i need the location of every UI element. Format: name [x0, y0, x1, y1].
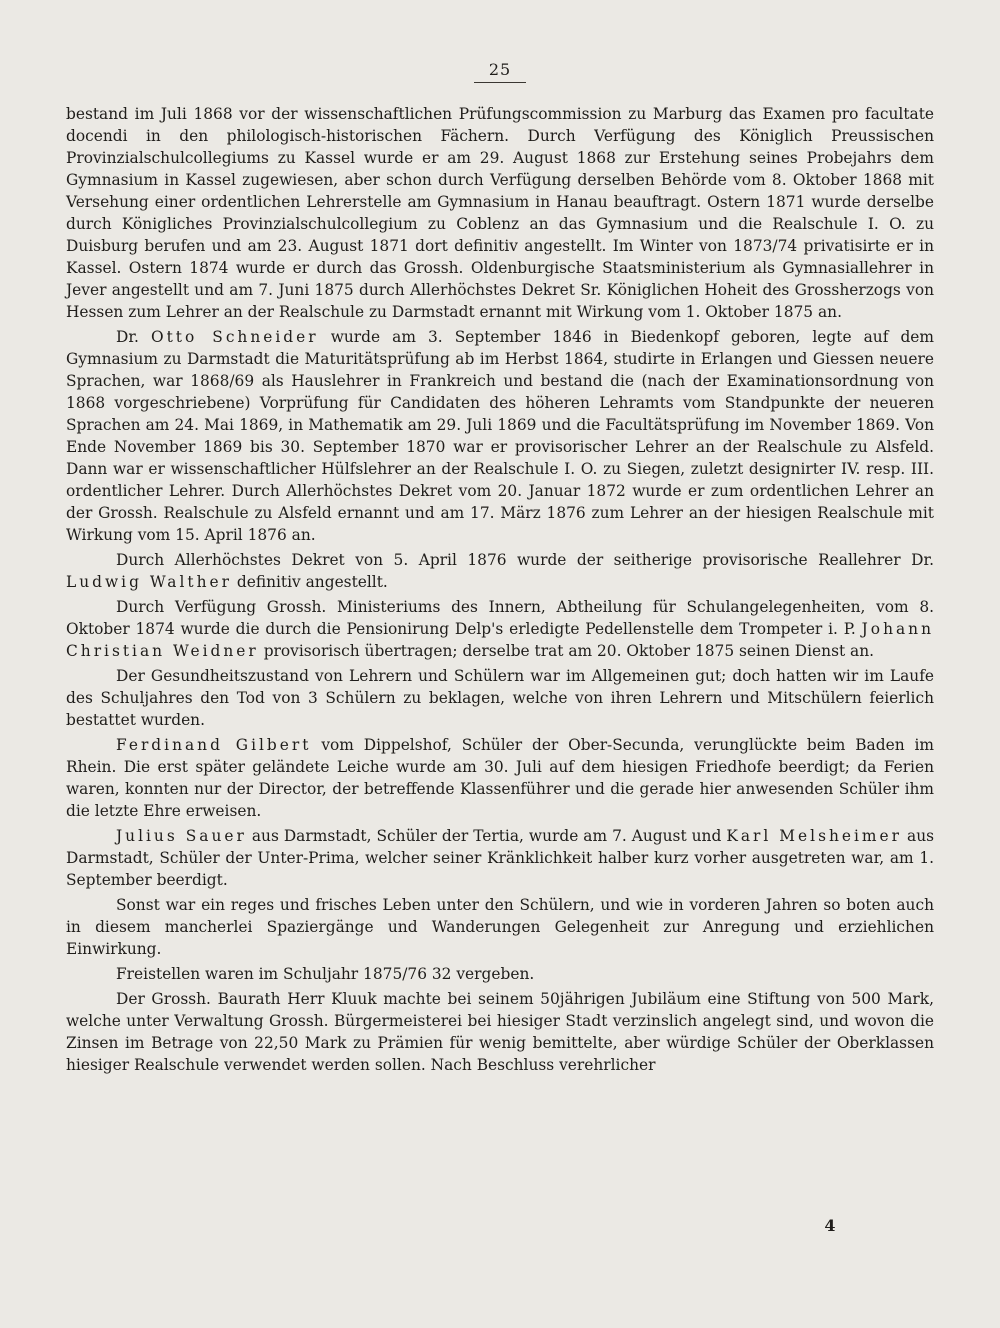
paragraph-text: Durch Allerhöchstes Dekret von 5. April 1876 wurde der seitherige provisorische Reallehrer Dr. — [116, 551, 934, 569]
paragraph-text: aus Darmstadt, Schüler der Tertia, wurde am 7. August und — [251, 827, 722, 845]
person-name: Otto Schneider — [150, 328, 319, 346]
paragraph-text: aus Darmstadt, Schüler der Unter-Prima, welcher seiner Kränklichkeit halber kurz vorher ausgetreten war, am 1. September beerdigt. — [66, 827, 935, 889]
body-text — [66, 103, 934, 1079]
paragraph-text: Freistellen waren im Schuljahr 1875/76 32 vergeben. — [116, 965, 535, 983]
paragraph-text: bestand im Juli 1868 vor der wissenschaftlichen Prüfungscommission zu Marburg das Examen pro facultate docendi in den philologisch-historischen Fächern. Durch Verfügung des Königlich Preussischen Provinzialschulcollegiums zu Kassel wurde er am 29. August 1868 zur Erstehung seines Probejahrs dem Gymnasium in Kassel zugewiesen, aber schon durch Verfügung derselben Behörde vom 8. Oktober 1868 mit Versehung einer ordentlichen Lehrerstelle am Gymnasium in Hanau beauftragt. Ostern 1871 wurde derselbe durch Königliches Provinzialschulcollegium zu Coblenz an das Gymnasium und die Realschule I. O. zu Duisburg berufen und am 23. August 1871 dort definitiv angestellt. Im Winter von 1873/74 privatisirte er in Kassel. Ostern 1874 wurde er durch das Grossh. Oldenburgische Staatsministerium als Gymnasiallehrer in Jever angestellt und am 7. Juni 1875 durch Allerhöchstes Dekret Sr. Königlichen Hoheit des Grossherzogs von Hessen zum Lehrer an der Realschule zu Darmstadt ernannt mit Wirkung vom 1. Oktober 1875 an. — [66, 105, 934, 321]
paragraph-text: provisorisch übertragen; derselbe trat am 20. Oktober 1875 seinen Dienst an. — [263, 642, 875, 660]
paragraph-weidner — [66, 596, 934, 662]
page-number: 25 — [488, 60, 512, 79]
person-name: Ludwig Walther — [66, 573, 232, 591]
paragraph-otto-schneider — [66, 326, 934, 546]
paragraph-text: Sonst war ein reges und frisches Leben unter den Schülern, und wie in vorderen Jahren so boten auch in diesem mancherlei Spaziergänge und Wanderungen Gelegenheit zur Anregung und erziehlichen Einwirkung. — [66, 896, 934, 958]
person-name: Johann Christian Weidner — [66, 620, 934, 660]
page-number-rule — [474, 82, 526, 83]
person-name: Julius Sauer — [116, 827, 247, 845]
paragraph-kluuk-foundation — [66, 988, 934, 1076]
person-name: Karl Melsheimer — [726, 827, 902, 845]
paragraph-ludwig-walther — [66, 549, 934, 593]
paragraph-school-life — [66, 894, 934, 960]
paragraph-text: Der Gesundheitszustand von Lehrern und Schülern war im Allgemeinen gut; doch hatten wir im Laufe des Schuljahres den Tod von 3 Schülern zu beklagen, welche von ihren Lehrern und Mitschülern feierlich bestattet wurden. — [66, 667, 934, 729]
paragraph-text: vom Dippelshof, Schüler der Ober-Secunda, verunglückte beim Baden im Rhein. Die erst später geländete Leiche wurde am 30. Juli auf dem hiesigen Friedhofe beerdigt; da Ferien waren, konnten nur der Director, der betreffende Klassenführer und die gerade hier anwesenden Schüler ihm die letzte Ehre erweisen. — [66, 736, 934, 820]
paragraph-text: Durch Verfügung Grossh. Ministeriums des Innern, Abtheilung für Schulangelegenheiten, vom 8. Oktober 1874 wurde die durch die Pensionirung Delp's erledigte Pedellenstelle dem Trompeter i. P. — [66, 598, 934, 638]
paragraph-text: definitiv angestellt. — [236, 573, 388, 591]
paragraph-biography-1 — [66, 103, 934, 323]
paragraph-text: Der Grossh. Baurath Herr Kluuk machte bei seinem 50jährigen Jubiläum eine Stiftung von 500 Mark, welche unter Verwaltung Grossh. Bürgermeisterei bei hiesiger Stadt verzinslich angelegt sind, und wovon die Zinsen im Betrage von 22,50 Mark zu Prämien für wenig bemittelte, aber würdige Schüler der Oberklassen hiesiger Realschule verwendet werden sollen. Nach Beschluss verehrlicher — [66, 990, 934, 1074]
paragraph-health — [66, 665, 934, 731]
paragraph-sauer-melsheimer — [66, 825, 934, 891]
signature-mark: 4 — [824, 1216, 836, 1235]
title-prefix: Dr. — [116, 328, 139, 346]
paragraph-text: wurde am 3. September 1846 in Biedenkopf geboren, legte auf dem Gymnasium zu Darmstadt die Maturitätsprüfung ab im Herbst 1864, studirte in Erlangen und Giessen neuere Sprachen, war 1868/69 als Hauslehrer in Frankreich und bestand die (nach der Examinationsordnung von 1868 vorgeschriebene) Vorprüfung für Candidaten des höheren Lehramts vom Standpunkte der neueren Sprachen am 24. Mai 1869, in Mathematik am 29. Juli 1869 und die Facultätsprüfung im November 1869. Von Ende November 1869 bis 30. September 1870 war er provisorischer Lehrer an der Realschule zu Alsfeld. Dann war er wissenschaftlicher Hülfslehrer an der Realschule I. O. zu Siegen, zuletzt designirter IV. resp. III. ordentlicher Lehrer. Durch Allerhöchstes Dekret vom 20. Januar 1872 wurde er zum ordentlichen Lehrer an der Grossh. Realschule zu Alsfeld ernannt und am 17. März 1876 zum Lehrer an der hiesigen Realschule mit Wirkung vom 15. April 1876 an. — [66, 328, 934, 544]
person-name: Ferdinand Gilbert — [116, 736, 312, 754]
paragraph-gilbert — [66, 734, 934, 822]
paragraph-freistellen — [66, 963, 934, 985]
